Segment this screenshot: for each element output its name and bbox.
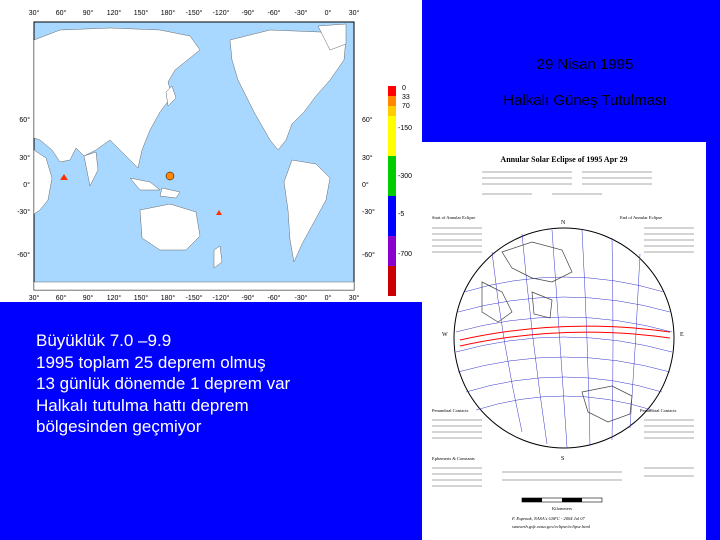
depth-scale-label: 33 — [402, 94, 410, 101]
map-bottom-tick: 90° — [82, 295, 94, 302]
map-left-tick: 60° — [19, 117, 30, 124]
map-bottom-tick: -60° — [267, 295, 281, 302]
compass-east: E — [680, 332, 684, 338]
eclipse-globe — [454, 228, 674, 448]
note-line: Halkalı tutulma hattı deprem — [36, 395, 249, 415]
note-line: bölgesinden geçmiyor — [36, 417, 202, 436]
eclipse-heading: Annular Solar Eclipse of 1995 Apr 29 — [500, 155, 628, 164]
map-bottom-tick: 180° — [160, 295, 176, 302]
map-left-tick: 30° — [19, 155, 30, 162]
note-line: Büyüklük 7.0 –9.9 — [36, 331, 172, 350]
map-bottom-tick: 30° — [348, 295, 360, 302]
map-bottom-tick: 120° — [106, 295, 122, 302]
map-top-tick: -120° — [212, 10, 230, 17]
map-bottom-tick: 60° — [55, 295, 67, 302]
eclipse-left-box-title: Start of Annular Eclipse — [432, 215, 476, 220]
map-top-tick: 120° — [106, 10, 122, 17]
map-left-tick: 0° — [23, 182, 30, 189]
compass-north: N — [561, 220, 566, 226]
map-right-tick: -60° — [362, 252, 375, 259]
compass-west: W — [442, 332, 448, 338]
map-bottom-tick: 0° — [324, 295, 332, 302]
map-top-tick: 60° — [55, 10, 67, 17]
eclipse-map-panel — [422, 142, 706, 540]
map-bottom-tick: 30° — [28, 295, 40, 302]
map-top-tick: -30° — [294, 10, 308, 17]
map-top-tick: 30° — [348, 10, 360, 17]
map-right-tick: 60° — [362, 117, 373, 124]
map-left-tick: -30° — [17, 209, 30, 216]
map-top-tick: 180° — [160, 10, 176, 17]
map-bottom-tick: -90° — [241, 295, 255, 302]
eclipse-right-box-title: End of Annular Eclipse — [620, 215, 663, 220]
depth-scale-label: 0 — [402, 85, 406, 92]
map-bottom-tick: -150° — [185, 295, 203, 302]
map-top-tick: 0° — [324, 10, 332, 17]
map-top-tick: 30° — [28, 10, 40, 17]
depth-scale-label: -300 — [398, 173, 413, 180]
page-title-date: 29 Nisan 1995 — [536, 56, 634, 73]
map-top-tick: 90° — [82, 10, 94, 17]
map-top-tick: -60° — [267, 10, 281, 17]
seismicity-map-panel — [0, 0, 422, 302]
depth-scale-label: 70 — [402, 103, 410, 110]
eclipse-footer-url: sunearth.gsfc.nasa.gov/eclipse/eclipse.html — [512, 524, 590, 529]
seismicity-map — [0, 0, 422, 302]
map-right-tick: 30° — [362, 155, 373, 162]
map-right-tick: 0° — [362, 182, 369, 189]
map-top-tick: 150° — [133, 10, 149, 17]
map-bottom-tick: -120° — [212, 295, 230, 302]
map-bottom-tick: -30° — [294, 295, 308, 302]
depth-scale-bar — [388, 86, 396, 296]
depth-scale-label: -150 — [398, 125, 413, 132]
depth-scale-label: -5 — [398, 211, 405, 218]
left-contacts-title: Penumbral Contacts — [432, 408, 469, 413]
km-scale-label: Kilometers — [552, 506, 572, 511]
map-top-tick: -150° — [185, 10, 203, 17]
note-line: 13 günlük dönemde 1 deprem var — [36, 374, 291, 393]
earthquake-event-marker — [166, 172, 174, 180]
eclipse-map — [422, 142, 706, 540]
ephemeris-title: Ephemeris & Constants — [432, 456, 475, 461]
compass-south: S — [561, 456, 565, 462]
right-contacts-title: Penumbral Contacts — [640, 408, 677, 413]
depth-scale-label: -700 — [398, 251, 413, 258]
note-line: 1995 toplam 25 deprem olmuş — [36, 352, 266, 372]
notes-block — [36, 330, 416, 438]
map-top-tick: -90° — [241, 10, 255, 17]
map-right-tick: -30° — [362, 209, 375, 216]
map-bottom-tick: 150° — [133, 295, 149, 302]
map-left-tick: -60° — [17, 252, 30, 259]
page-title-event: Halkalı Güneş Tutulması — [503, 92, 667, 109]
km-scale — [522, 498, 602, 502]
eclipse-footer: F. Espenak, NASA's GSFC - 2004 Jul 07 — [512, 516, 585, 521]
